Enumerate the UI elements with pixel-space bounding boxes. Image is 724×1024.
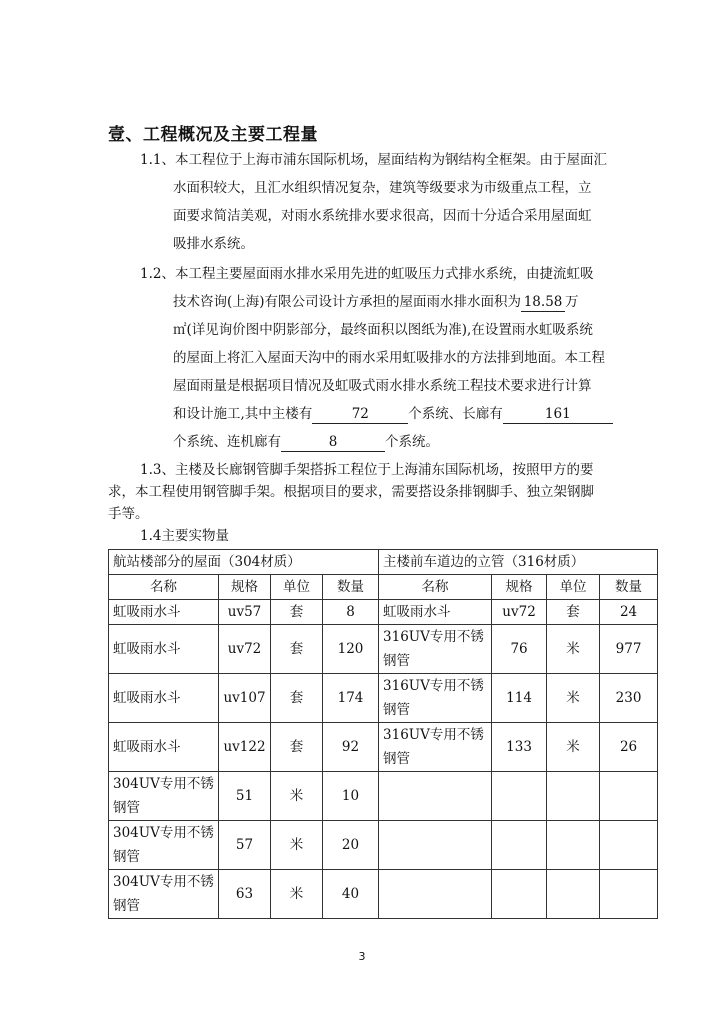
right-cell-qty: 26 — [600, 723, 658, 772]
corridor-count: 161 — [503, 405, 613, 424]
table-header-row — [109, 575, 658, 600]
table-title-row — [109, 550, 658, 575]
left-cell-unit: 套 — [271, 625, 323, 674]
table-row — [109, 772, 658, 821]
right-cell-unit: 米 — [547, 625, 600, 674]
para-1-2-line-3: ㎡(详见询价图中阴影部分，最终面积以图纸为准),在设置雨水虹吸系统 — [173, 322, 593, 338]
header-cell: 数量 — [323, 575, 379, 600]
left-cell-unit: 米 — [271, 821, 323, 870]
left-cell-spec: uv72 — [219, 625, 271, 674]
right-cell-name: 316UV专用不锈钢管 — [379, 674, 492, 723]
para-1-2-line-2 — [173, 292, 579, 312]
left-cell-unit: 套 — [271, 674, 323, 723]
header-cell: 单位 — [547, 575, 600, 600]
left-cell-unit: 套 — [271, 723, 323, 772]
left-cell-spec: 57 — [219, 821, 271, 870]
header-cell: 规格 — [219, 575, 271, 600]
left-cell-qty: 10 — [323, 772, 379, 821]
header-cell: 数量 — [600, 575, 658, 600]
para-1-2-line-6 — [173, 404, 613, 424]
para-1-2-line-1: 1.2、本工程主要屋面雨水排水采用先进的虹吸压力式排水系统，由捷流虹吸 — [140, 266, 594, 282]
left-cell-name: 虹吸雨水斗 — [109, 600, 219, 625]
right-cell-unit — [547, 821, 600, 870]
left-cell-spec: uv57 — [219, 600, 271, 625]
right-cell-spec: 76 — [492, 625, 547, 674]
right-cell-name: 316UV专用不锈钢管 — [379, 625, 492, 674]
section-1-4-title: 1.4主要实物量 — [140, 528, 229, 544]
header-cell: 单位 — [271, 575, 323, 600]
para-1-2-line-7 — [173, 432, 439, 452]
right-cell-qty: 230 — [600, 674, 658, 723]
para-1-2-line-7-end: 个系统。 — [385, 434, 439, 450]
right-cell-name: 316UV专用不锈钢管 — [379, 723, 492, 772]
right-cell-name — [379, 870, 492, 919]
para-1-2-line-5: 屋面雨量是根据项目情况及虹吸式雨水排水系统工程技术要求进行计算 — [173, 378, 592, 394]
left-cell-spec: uv107 — [219, 674, 271, 723]
section-heading: 壹、工程概况及主要工程量 — [108, 125, 318, 145]
para-1-3-line-2: 求，本工程使用钢管脚手架。根据项目的要求，需要搭设条排钢脚手、独立架钢脚 — [108, 484, 594, 500]
right-cell-spec: 133 — [492, 723, 547, 772]
left-cell-spec: 51 — [219, 772, 271, 821]
table-row — [109, 674, 658, 723]
left-cell-unit: 米 — [271, 772, 323, 821]
right-cell-spec — [492, 772, 547, 821]
right-cell-qty — [600, 772, 658, 821]
area-value: 18.58 — [521, 293, 565, 312]
para-1-1-line-4: 吸排水系统。 — [173, 236, 254, 252]
right-cell-spec: uv72 — [492, 600, 547, 625]
right-cell-qty: 977 — [600, 625, 658, 674]
left-cell-unit: 套 — [271, 600, 323, 625]
right-cell-spec — [492, 821, 547, 870]
right-cell-unit: 米 — [547, 723, 600, 772]
left-cell-qty: 20 — [323, 821, 379, 870]
right-cell-qty: 24 — [600, 600, 658, 625]
table-row — [109, 821, 658, 870]
left-cell-name: 虹吸雨水斗 — [109, 674, 219, 723]
left-cell-qty: 120 — [323, 625, 379, 674]
main-building-count: 72 — [312, 405, 408, 424]
right-cell-name: 虹吸雨水斗 — [379, 600, 492, 625]
left-cell-name: 304UV专用不锈钢管 — [109, 870, 219, 919]
link-corridor-count: 8 — [281, 433, 385, 452]
table-row — [109, 870, 658, 919]
left-cell-spec: uv122 — [219, 723, 271, 772]
para-1-2-line-7-text: 个系统、连机廊有 — [173, 434, 281, 450]
header-cell: 名称 — [109, 575, 219, 600]
para-1-2-line-6-mid: 个系统、长廊有 — [408, 406, 503, 422]
left-cell-spec: 63 — [219, 870, 271, 919]
para-1-2-line-2-unit: 万 — [565, 294, 579, 310]
right-table-title: 主楼前车道边的立管（316材质） — [379, 550, 658, 575]
header-cell: 规格 — [492, 575, 547, 600]
left-cell-qty: 40 — [323, 870, 379, 919]
right-cell-unit — [547, 870, 600, 919]
left-cell-qty: 8 — [323, 600, 379, 625]
right-cell-unit: 套 — [547, 600, 600, 625]
para-1-2-line-2-text: 技术咨询(上海)有限公司设计方承担的屋面雨水排水面积为 — [173, 294, 522, 310]
table-row — [109, 600, 658, 625]
right-cell-name — [379, 821, 492, 870]
left-cell-name: 虹吸雨水斗 — [109, 625, 219, 674]
para-1-3-line-1: 1.3、主楼及长廊钢管脚手架搭拆工程位于上海浦东国际机场，按照甲方的要 — [140, 462, 594, 478]
table-row — [109, 625, 658, 674]
page-number: 3 — [358, 950, 366, 963]
right-cell-qty — [600, 870, 658, 919]
right-cell-spec: 114 — [492, 674, 547, 723]
left-cell-qty: 174 — [323, 674, 379, 723]
right-cell-name — [379, 772, 492, 821]
left-cell-unit: 米 — [271, 870, 323, 919]
para-1-2-line-6-text: 和设计施工,其中主楼有 — [173, 406, 313, 422]
left-cell-name: 304UV专用不锈钢管 — [109, 821, 219, 870]
left-cell-name: 虹吸雨水斗 — [109, 723, 219, 772]
left-cell-name: 304UV专用不锈钢管 — [109, 772, 219, 821]
para-1-2-line-4: 的屋面上将汇入屋面天沟中的雨水采用虹吸排水的方法排到地面。本工程 — [173, 350, 605, 366]
left-table-title: 航站楼部分的屋面（304材质） — [109, 550, 379, 575]
para-1-1-line-2: 水面积较大，且汇水组织情况复杂，建筑等级要求为市级重点工程，立 — [173, 180, 592, 196]
header-cell: 名称 — [379, 575, 492, 600]
table-row — [109, 723, 658, 772]
para-1-1-line-1: 1.1、本工程位于上海市浦东国际机场，屋面结构为钢结构全框架。由于屋面汇 — [140, 152, 607, 168]
right-cell-unit: 米 — [547, 674, 600, 723]
quantities-table — [108, 549, 658, 919]
right-cell-spec — [492, 870, 547, 919]
para-1-3-line-3: 手等。 — [108, 506, 149, 522]
left-cell-qty: 92 — [323, 723, 379, 772]
para-1-1-line-3: 面要求简洁美观，对雨水系统排水要求很高，因而十分适合采用屋面虹 — [173, 208, 592, 224]
right-cell-unit — [547, 772, 600, 821]
right-cell-qty — [600, 821, 658, 870]
